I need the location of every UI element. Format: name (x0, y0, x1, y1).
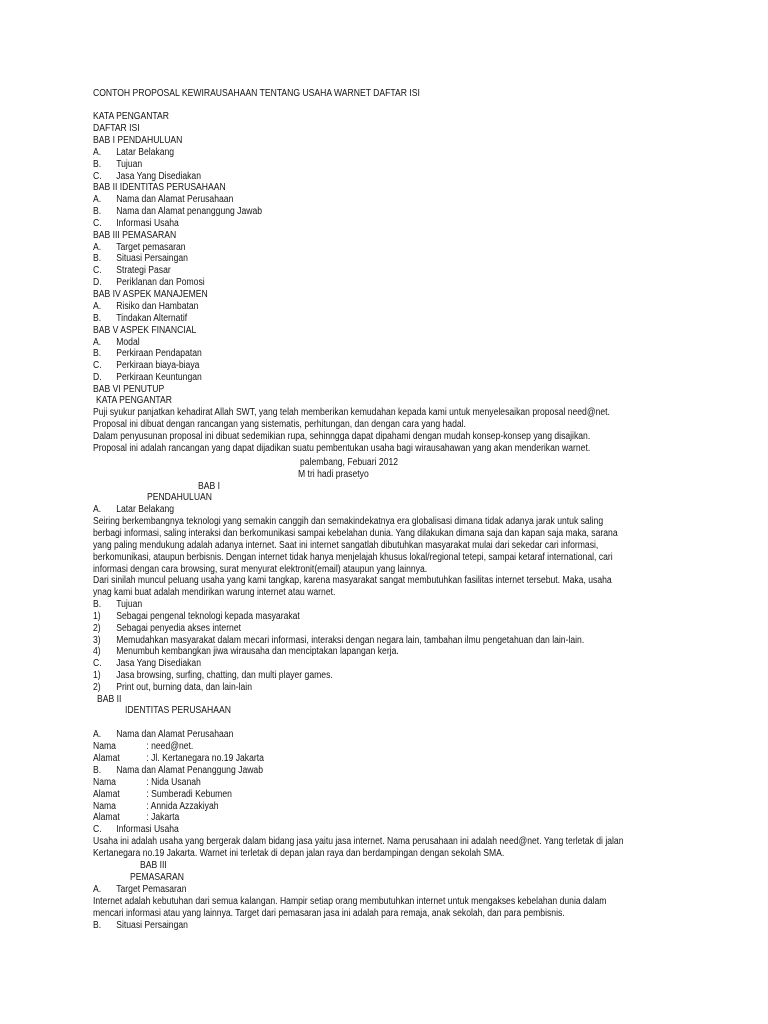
document-line (93, 658, 201, 670)
list-marker: A. (93, 242, 102, 253)
list-marker: D. (93, 277, 102, 288)
line-text: Periklanan dan Pomosi (116, 277, 205, 288)
line-text: BAB III PEMASARAN (93, 230, 177, 241)
line-text: Usaha ini adalah usaha yang bergerak dalam bidang jasa yaitu jasa internet. Nama perusahaan ini adalah need@net. Yang terletak di jalan (93, 836, 624, 847)
list-marker: A. (93, 504, 102, 515)
list-marker: 2) (93, 623, 101, 634)
line-text: Latar Belakang (116, 147, 175, 158)
line-text: BAB I (198, 481, 220, 492)
line-text: Perkiraan Pendapatan (116, 348, 202, 359)
document-line (93, 765, 263, 777)
field-label: Nama (93, 741, 116, 752)
document-line (93, 836, 624, 848)
line-text: berbagi informasi, saling interaksi dan berkomunikasi sampai kebelahan dunia. Yang dilakukan dimana saja dan kapan saja maka, sarana (93, 528, 618, 539)
document-line (93, 265, 171, 277)
document-line (93, 111, 169, 123)
document-line (93, 552, 613, 564)
line-text: Sebagai penyedia akses internet (116, 623, 242, 634)
document-line (93, 623, 241, 635)
document-line (93, 516, 603, 528)
line-text: palembang, Febuari 2012 (300, 457, 399, 468)
document-line (140, 860, 167, 872)
document-line (93, 575, 612, 587)
line-text: Menumbuh kembangkan jiwa wirausaha dan menciptakan lapangan kerja. (116, 646, 399, 657)
document-line (93, 741, 193, 753)
list-marker: A. (93, 147, 102, 158)
document-line (93, 182, 226, 194)
list-marker: B. (93, 765, 102, 776)
document-line (93, 194, 233, 206)
line-text: Nama dan Alamat Penanggung Jawab (116, 765, 264, 776)
document-line (93, 920, 188, 932)
line-text: Risiko dan Hambatan (116, 301, 199, 312)
list-marker: 1) (93, 670, 101, 681)
document-line (93, 123, 140, 135)
line-text: : Jl. Kertanegara no.19 Jakarta (146, 753, 264, 764)
line-text: yang paling mendukung adalah adanya internet. Saat ini internet sangatlah dibutuhkan masyarakat mulai dari sekedar cari informasi, (93, 540, 599, 551)
document-line (93, 135, 182, 147)
line-text: PENDAHULUAN (147, 492, 212, 503)
line-text: : Jakarta (146, 812, 180, 823)
line-text: Internet adalah kebutuhan dari semua kalangan. Hampir setiap orang membutuhkan internet untuk mengakses kebelahan dunia dalam (93, 896, 607, 907)
line-text: Kertanegara no.19 Jakarta. Warnet ini terletak di depan jalan raya dan berdampingan dengan sekolah SMA. (93, 848, 505, 859)
document-line (93, 206, 262, 218)
list-marker: 4) (93, 646, 101, 657)
document-line (93, 301, 198, 313)
line-text: M tri hadi prasetyo (298, 469, 369, 480)
line-text: Latar Belakang (116, 504, 175, 515)
document-line (93, 812, 179, 824)
document-line (125, 705, 231, 717)
document-line (93, 360, 199, 372)
document-line (93, 587, 335, 599)
field-label: Alamat (93, 789, 120, 800)
document-line (93, 504, 174, 516)
line-text: Perkiraan Keuntungan (116, 372, 202, 383)
document-line (93, 372, 202, 384)
document-line (93, 325, 196, 337)
document-line (93, 218, 179, 230)
document-line (97, 694, 121, 706)
document-line (93, 611, 300, 623)
field-label: Alamat (93, 753, 120, 764)
line-text: Target Pemasaran (116, 884, 187, 895)
line-text: Nama dan Alamat penanggung Jawab (116, 206, 263, 217)
line-text: Proposal ini adalah rancangan yang dapat dijadikan suatu pembentukan usaha bagi wirausahawan yang akan menderikan warnet. (93, 443, 591, 454)
document-line (93, 419, 466, 431)
line-text: KATA PENGANTAR (93, 111, 169, 122)
document-line (93, 789, 232, 801)
document-line (93, 599, 142, 611)
document-line (93, 88, 420, 100)
line-text: mencari informasi atau yang lainnya. Target dari pemasaran jasa ini adalah para remaja, anak sekolah, dan para pembisnis. (93, 908, 565, 919)
line-text: BAB V ASPEK FINANCIAL (93, 325, 197, 336)
line-text: BAB IV ASPEK MANAJEMEN (93, 289, 208, 300)
line-text: BAB II IDENTITAS PERUSAHAAN (93, 182, 226, 193)
line-text: KATA PENGANTAR (96, 395, 172, 406)
line-text: Perkiraan biaya-biaya (116, 360, 200, 371)
document-line (93, 884, 186, 896)
list-marker: C. (93, 824, 102, 835)
line-text: Jasa browsing, surfing, chatting, dan multi player games. (116, 670, 333, 681)
list-marker: B. (93, 206, 102, 217)
line-text: : need@net. (146, 741, 194, 752)
list-marker: B. (93, 920, 102, 931)
line-text: Tujuan (116, 599, 143, 610)
document-line (93, 289, 208, 301)
line-text: Puji syukur panjatkan kehadirat Allah SWT, yang telah memberikan kemudahan kepada kami untuk menyelesaikan proposal need@net. (93, 407, 610, 418)
list-marker: B. (93, 253, 102, 264)
line-text: : Annida Azzakiyah (146, 801, 219, 812)
list-marker: B. (93, 313, 102, 324)
document-line (93, 646, 399, 658)
list-marker: C. (93, 360, 102, 371)
line-text: informasi dengan cara browsing, surat menyurat elektronit(email) ataupun yang lainnya. (93, 564, 428, 575)
list-marker: B. (93, 599, 102, 610)
document-line (93, 777, 201, 789)
line-text: BAB I PENDAHULUAN (93, 135, 183, 146)
document-line (130, 872, 184, 884)
list-marker: C. (93, 658, 102, 669)
line-text: DAFTAR ISI (93, 123, 140, 134)
document-line (93, 147, 174, 159)
document-line (93, 682, 252, 694)
line-text: Nama dan Alamat Perusahaan (116, 729, 234, 740)
list-marker: D. (93, 372, 102, 383)
document-line (93, 896, 606, 908)
field-label: Alamat (93, 812, 120, 823)
line-text: : Nida Usanah (146, 777, 201, 788)
document-line (93, 729, 233, 741)
document-line (93, 253, 188, 265)
list-marker: B. (93, 348, 102, 359)
list-marker: C. (93, 218, 102, 229)
line-text: Jasa Yang Disediakan (116, 658, 202, 669)
list-marker: B. (93, 159, 102, 170)
line-text: CONTOH PROPOSAL KEWIRAUSAHAAN TENTANG USAHA WARNET DAFTAR ISI (93, 88, 420, 99)
field-label: Nama (93, 801, 116, 812)
line-text: Jasa Yang Disediakan (116, 171, 202, 182)
document-line (93, 670, 333, 682)
line-text: IDENTITAS PERUSAHAAN (125, 705, 231, 716)
line-text: Print out, burning data, dan lain-lain (116, 682, 253, 693)
document-line (93, 528, 618, 540)
document-line (93, 313, 187, 325)
document-line (96, 395, 172, 407)
line-text: Situasi Persaingan (116, 920, 188, 931)
document-line (93, 431, 590, 443)
line-text: Sebagai pengenal teknologi kepada masyarakat (116, 611, 300, 622)
line-text: Informasi Usaha (116, 218, 179, 229)
line-text: Situasi Persaingan (116, 253, 188, 264)
line-text: Strategi Pasar (116, 265, 171, 276)
line-text: BAB III (140, 860, 167, 871)
document-line (93, 753, 264, 765)
document-line (93, 407, 610, 419)
line-text: Informasi Usaha (116, 824, 179, 835)
document-line (147, 492, 212, 504)
list-marker: A. (93, 194, 102, 205)
list-marker: C. (93, 171, 102, 182)
document-line (93, 848, 504, 860)
line-text: Tujuan (116, 159, 143, 170)
list-marker: 2) (93, 682, 101, 693)
field-label: Nama (93, 777, 116, 788)
list-marker: C. (93, 265, 102, 276)
document-line (93, 159, 142, 171)
line-text: : Sumberadi Kebumen (146, 789, 232, 800)
line-text: Tindakan Alternatif (116, 313, 188, 324)
list-marker: A. (93, 337, 102, 348)
document-line (93, 230, 176, 242)
list-marker: 3) (93, 635, 101, 646)
line-text: PEMASARAN (130, 872, 185, 883)
line-text: Modal (116, 337, 140, 348)
line-text: Dalam penyusunan proposal ini dibuat sedemikian rupa, sehinngga dapat dipahami dengan mudah konsep-konsep yang disajikan. (93, 431, 591, 442)
line-text: Proposal ini dibuat dengan rancangan yang sistematis, perhitungan, dan dengan cara yang hadal. (93, 419, 466, 430)
line-text: Seiring berkembangnya teknologi yang semakin canggih dan semakindekatnya era globalisasi dimana tidak adanya jarak untuk saling (93, 516, 604, 527)
line-text: Target pemasaran (116, 242, 186, 253)
document-line (93, 348, 202, 360)
list-marker: A. (93, 884, 102, 895)
document-line (93, 824, 179, 836)
document-line (93, 908, 565, 920)
document-line (93, 443, 590, 455)
document-line (93, 277, 205, 289)
document-line (298, 469, 369, 481)
line-text: Dari sinilah muncul peluang usaha yang kami tangkap, karena masyarakat sangat membutuhkan fasilitas internet tersebut. Maka, usaha (93, 575, 612, 586)
line-text: berkomunikasi, ataupun berbisnis. Dengan internet tidak hanya menjelajah khusus lokal/regional tetepi, sampai ketaraf international, cari (93, 552, 613, 563)
line-text: BAB VI PENUTUP (93, 384, 165, 395)
document-line (93, 540, 598, 552)
list-marker: A. (93, 301, 102, 312)
list-marker: 1) (93, 611, 101, 622)
line-text: Nama dan Alamat Perusahaan (116, 194, 234, 205)
line-text: Memudahkan masyarakat dalam mecari informasi, interaksi dengan negara lain, tambahan ilmu pengetahuan dan lain-lain. (116, 635, 585, 646)
document-line (300, 457, 398, 469)
list-marker: A. (93, 729, 102, 740)
line-text: ynag kami buat adalah mendirikan warung internet atau warnet. (93, 587, 336, 598)
line-text: BAB II (97, 694, 122, 705)
